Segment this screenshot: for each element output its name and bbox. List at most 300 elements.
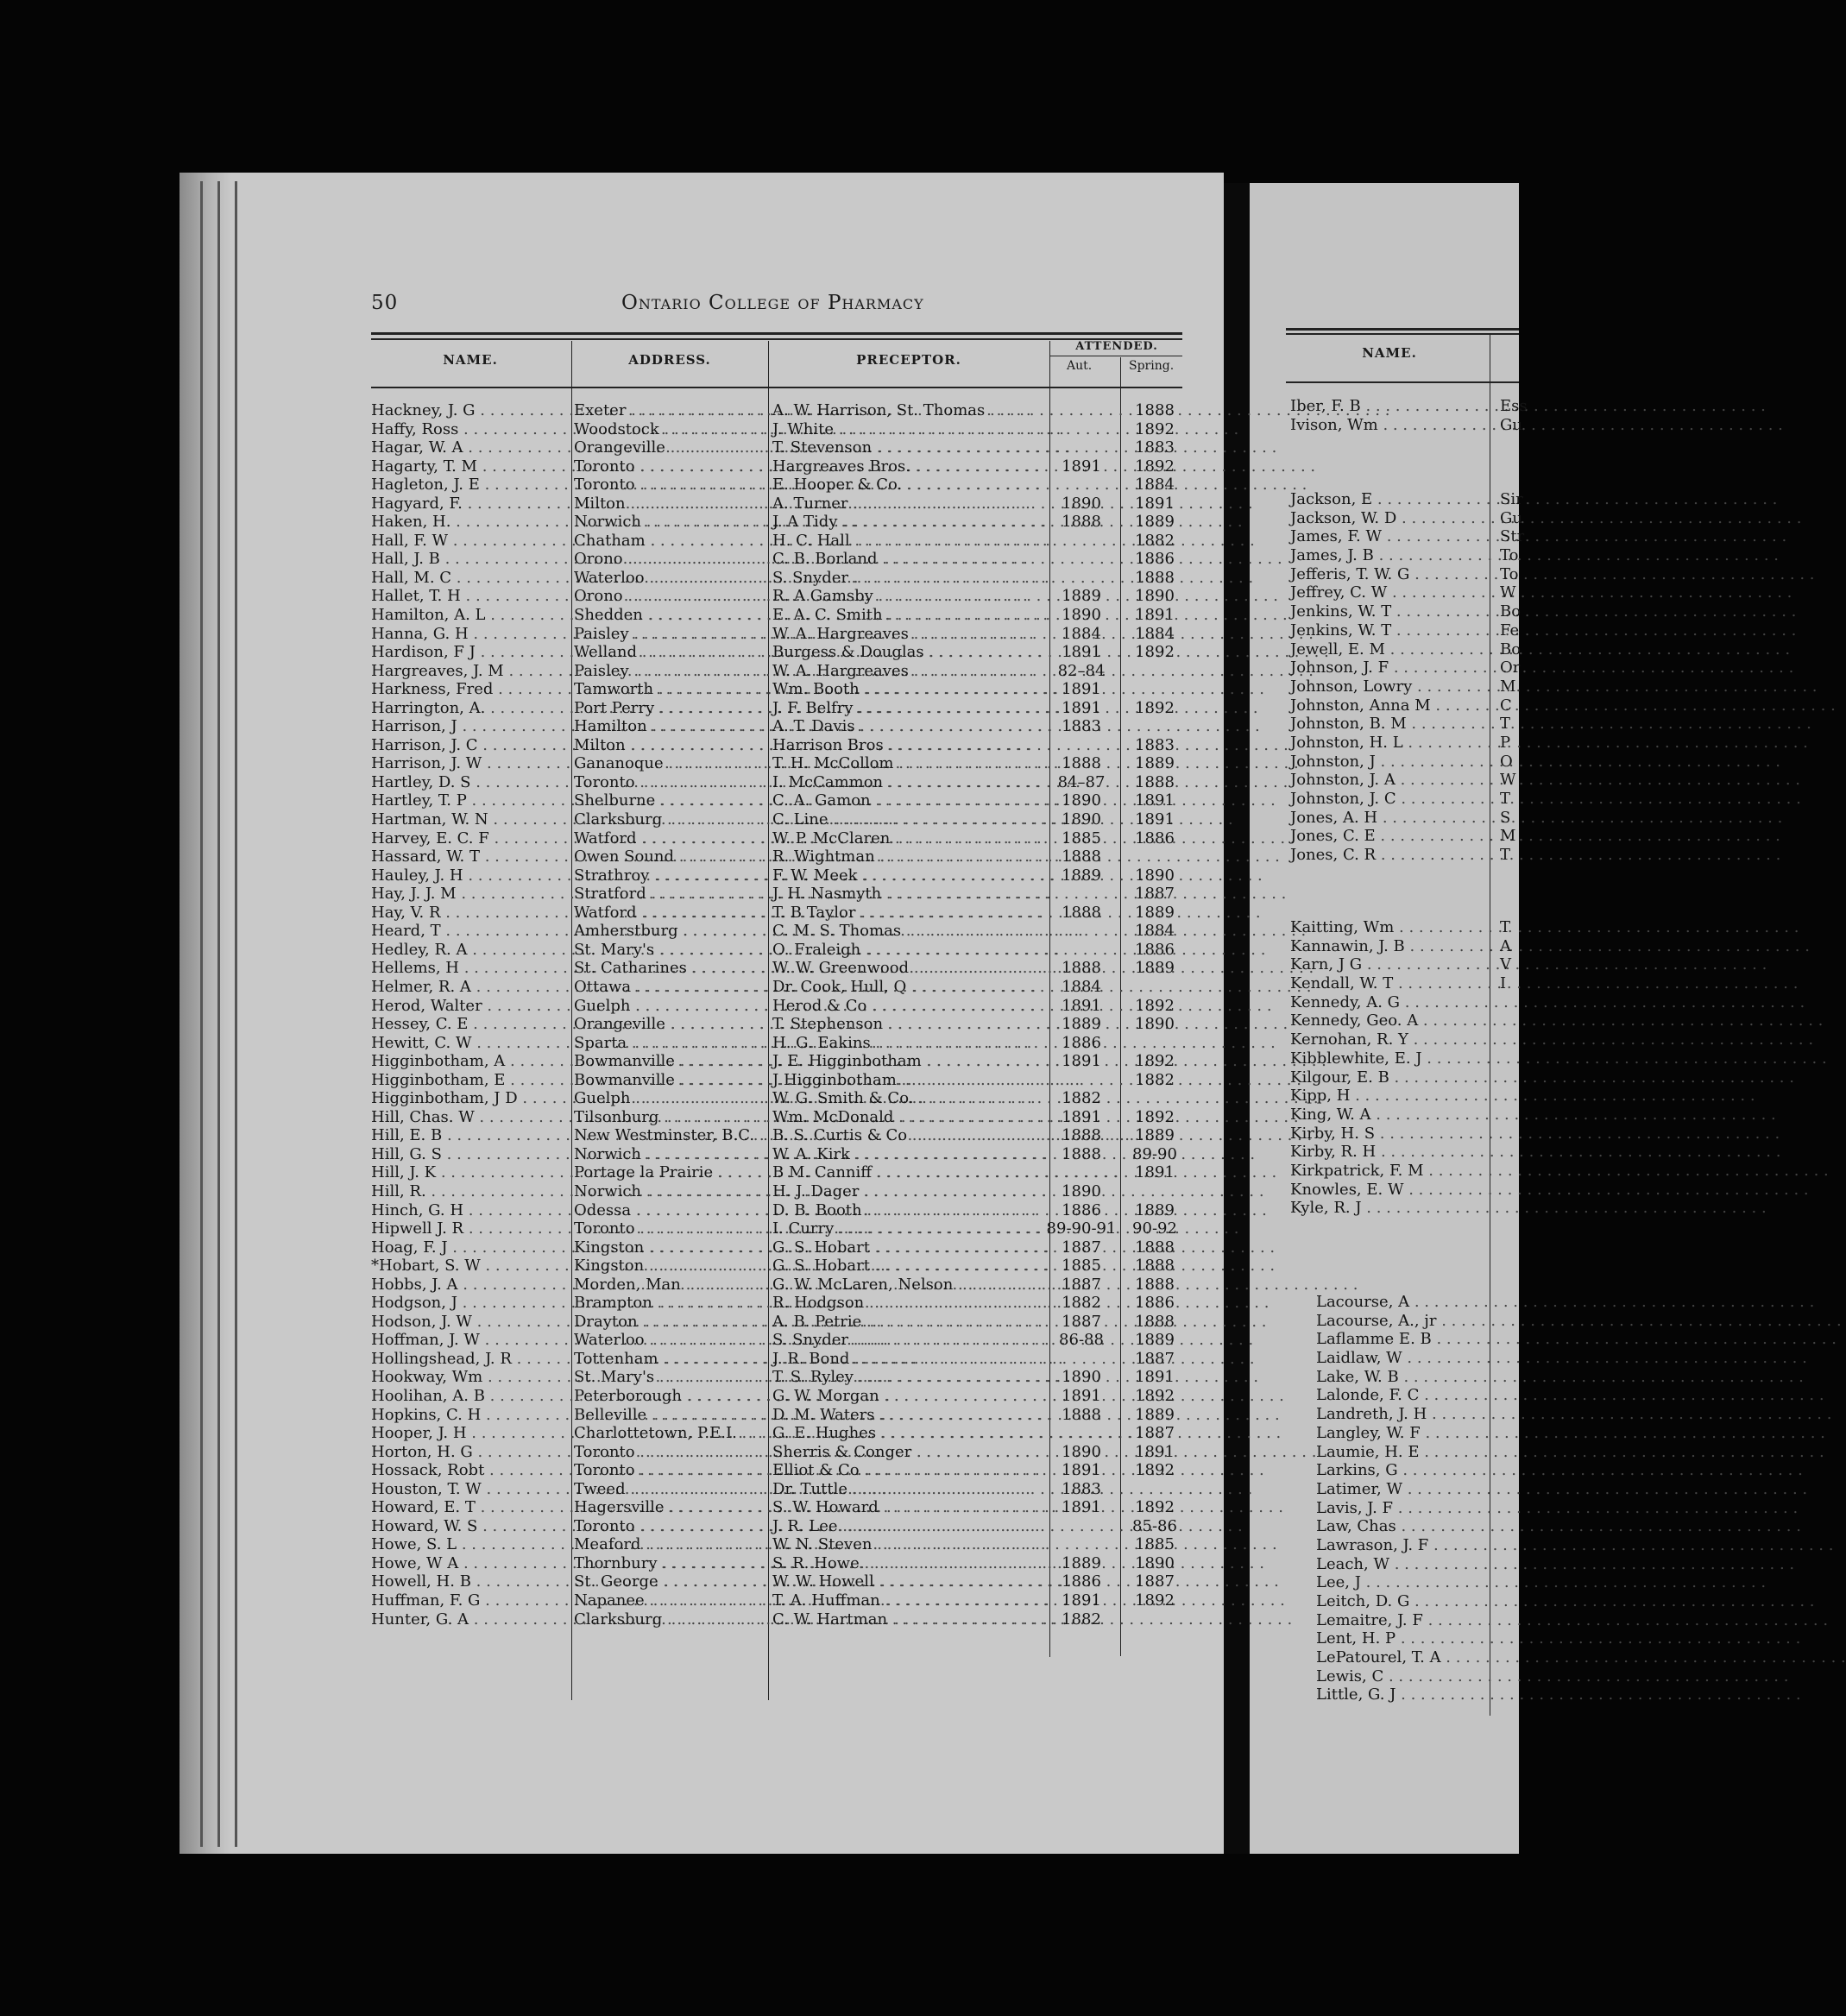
student-name: Houston, T. W . . . [371,1480,570,1498]
list-item [1316,1386,1549,1405]
list-item [1316,1592,1549,1611]
attended-autumn: 1890 [1062,791,1101,810]
student-address-partial: Gu [1500,508,1522,527]
student-name: Harrington, A. . . . [371,699,570,717]
student-name: Hamilton, A. L . . . [371,606,570,624]
student-preceptor: T. Stephenson . . . [772,1015,1036,1033]
table-row [371,1368,1195,1387]
attended-autumn: 1891 [1062,1591,1101,1610]
attended-spring: 1888 [1135,772,1175,791]
attended-autumn: 1884 [1062,977,1101,996]
table-row [371,680,1195,699]
student-preceptor: C. Line . . . [772,810,1036,828]
attended-spring: 1890 [1135,1553,1175,1572]
list-item [1290,809,1523,828]
student-preceptor: D. B. Booth . . . [772,1201,1036,1219]
attended-autumn: 1888 [1062,1126,1101,1145]
student-address: New Westminster, B.C. . . . [574,1126,768,1144]
table-row [371,866,1195,885]
student-address: Watford . . . [574,829,768,847]
student-address: Tamworth . . . [574,680,768,698]
table-row [371,495,1195,513]
student-name: Laflamme E. B . . . [1316,1330,1523,1348]
student-name: Hartley, D. S . . . [371,773,570,791]
student-name: Jenkins, W. T . . . [1290,621,1497,639]
student-address: Tweed . . . [574,1480,768,1498]
list-item [1290,1143,1523,1162]
attended-spring: 1887 [1135,1349,1175,1368]
attended-spring: 1891 [1135,1368,1175,1387]
attended-spring: 1889 [1135,1405,1175,1424]
student-name: Lake, W. B . . . [1316,1368,1523,1386]
attended-spring: 1889 [1135,959,1175,978]
table-row [371,1331,1195,1350]
table-row [371,438,1195,457]
student-address: Exeter . . . [574,401,768,419]
header-rule [371,332,1182,335]
attended-spring: 1889 [1135,1200,1175,1219]
attended-spring: 1892 [1135,698,1175,717]
table-row [371,1052,1195,1071]
student-preceptor: H. J. Dager . . . [772,1182,1036,1200]
student-preceptor: T. A. Huffman . . . [772,1591,1036,1610]
table-row [371,1145,1195,1164]
attended-spring: 1892 [1135,1107,1175,1126]
table-row [371,1535,1195,1554]
student-name: Hessey, C. E . . . [371,1015,570,1033]
student-name: Hedley, R. A . . . [371,941,570,959]
student-address: Orangeville . . . [574,438,768,457]
attended-spring: 1891 [1135,494,1175,513]
attended-autumn: 86-88 [1059,1331,1104,1350]
student-name: Higginbotham, E . . . [371,1071,570,1089]
student-preceptor: H. C. Hall . . . [772,532,1036,550]
attended-autumn: 1886 [1062,1033,1101,1052]
student-name: Johnston, J. C . . . [1290,790,1497,808]
table-row [371,1350,1195,1369]
student-address: Morden, Man . . . [574,1276,768,1294]
student-name: Johnson, Lowry . . . [1290,677,1497,696]
attended-autumn: 1889 [1062,866,1101,885]
attended-spring: 1882 [1135,1070,1175,1089]
student-address-partial: S [1500,808,1511,827]
right-header-rule [1286,333,1519,335]
student-preceptor: T. S. Ryley . . . [772,1368,1036,1386]
list-item [1290,1087,1523,1106]
student-name: Hay, J. J. M . . . [371,885,570,903]
attended-autumn: 1888 [1062,754,1101,773]
attended-autumn: 1891 [1062,1107,1101,1126]
table-row [371,1163,1195,1182]
column-header-rule [371,387,1182,388]
student-address: Tilsonburg . . . [574,1108,768,1126]
list-item [1316,1555,1549,1574]
student-address: Strathroy . . . [574,866,768,885]
student-name: Kannawin, J. B . . . [1290,937,1497,955]
student-name: Jones, C. E . . . [1290,827,1497,845]
list-item [1290,1106,1523,1125]
student-name: Laumie, H. E . . . [1316,1443,1523,1461]
list-item [1290,527,1523,546]
student-address: Clarksburg . . . [574,1610,768,1629]
student-preceptor: W. W. Howell . . . [772,1572,1036,1591]
student-address: St. Mary's . . . [574,941,768,959]
table-row [371,885,1195,904]
list-item [1290,621,1523,640]
table-row [371,1294,1195,1313]
student-preceptor: W. A. Hargreaves . . . [772,625,1036,643]
student-preceptor: Dr. Tuttle . . . [772,1480,1036,1498]
student-name: Knowles, E. W . . . [1290,1181,1497,1199]
attended-spring: 1889 [1135,1126,1175,1145]
student-preceptor: Burgess & Douglas . . . [772,643,1036,661]
student-preceptor: Elliot & Co . . . [772,1461,1036,1479]
student-address: Clarksburg . . . [574,810,768,828]
student-address: Milton . . . [574,495,768,513]
student-name: Hooper, J. H . . . [371,1424,570,1442]
table-row [371,941,1195,960]
attended-autumn: 1891 [1062,643,1101,662]
list-item [1290,827,1523,846]
student-address: Toronto . . . [574,1461,768,1479]
student-address: Welland . . . [574,643,768,661]
list-item [1290,1068,1523,1087]
student-name: Johnson, J. F . . . [1290,658,1497,677]
student-address-partial: To [1500,546,1519,565]
attended-autumn: 84–87 [1057,772,1106,791]
student-name: Jackson, E . . . [1290,490,1497,508]
student-preceptor: J. E. Higginbotham . . . [772,1052,1036,1070]
student-name: Johnston, Anna M . . . [1290,696,1497,715]
student-address: Hagersville . . . [574,1498,768,1516]
table-row [371,810,1195,829]
student-address: Watford . . . [574,904,768,922]
list-item [1290,790,1523,809]
student-name: Lee, J . . . [1316,1573,1523,1591]
student-name: Hodson, J. W . . . [371,1313,570,1331]
student-address: Orono . . . [574,550,768,568]
student-name: Law, Chas . . . [1316,1517,1523,1535]
student-preceptor: R. Wightman . . . [772,847,1036,866]
attended-spring: 1892 [1135,1591,1175,1610]
student-address: Chatham . . . [574,532,768,550]
list-item [1290,1049,1523,1068]
attended-autumn: 1887 [1062,1238,1101,1257]
attended-autumn: 1891 [1062,698,1101,717]
attended-autumn: 1891 [1062,1498,1101,1517]
list-item [1290,974,1523,993]
student-address-partial: Str [1500,527,1525,546]
table-row [371,1498,1195,1517]
attended-spring: 1889 [1135,903,1175,922]
table-row [371,904,1195,923]
student-name: Hoag, F. J . . . [371,1238,570,1257]
attended-autumn: 1883 [1062,1479,1101,1498]
list-item [1316,1480,1549,1499]
table-row [371,550,1195,569]
student-preceptor: I. McCammon . . . [772,773,1036,791]
page-title: Ontario College of Pharmacy [621,292,924,314]
attended-spring: 1891 [1135,810,1175,829]
student-address: Woodstock . . . [574,420,768,438]
table-row [371,1461,1195,1480]
page-edge-line [235,181,237,1847]
list-item [1290,1181,1523,1200]
student-name: Latimer, W . . . [1316,1480,1523,1498]
list-item [1316,1405,1549,1424]
attended-spring: 1891 [1135,1163,1175,1182]
student-preceptor: W. P. McClaren . . . [772,829,1036,847]
list-item [1290,490,1523,509]
list-item [1316,1611,1549,1630]
student-name: Hanna, G. H . . . [371,625,570,643]
col-header-preceptor: PRECEPTOR. [856,352,961,368]
student-name: Laidlaw, W . . . [1316,1349,1523,1367]
student-preceptor: S. Snyder . . . [772,1331,1036,1349]
table-row [371,1313,1195,1332]
table-row [371,1424,1195,1443]
student-name: Karn, J G . . . [1290,955,1497,973]
student-preceptor: W. G. Smith & Co. . . . [772,1089,1036,1107]
student-preceptor: W. W. Greenwood . . . [772,959,1036,977]
table-row [371,606,1195,625]
attended-spring: 1892 [1135,1052,1175,1071]
student-preceptor: J. R. Lee . . . [772,1517,1036,1535]
attended-autumn: 1882 [1062,1294,1101,1313]
student-address: Amherstburg . . . [574,922,768,940]
student-address: Thornbury . . . [574,1554,768,1572]
student-address: Napanee . . . [574,1591,768,1610]
attended-spring: 1892 [1135,643,1175,662]
student-name: Hagar, W. A . . . [371,438,570,457]
attended-spring: 1887 [1135,1572,1175,1591]
student-name: Hackney, J. G . . . [371,401,570,419]
attended-autumn: 1891 [1062,1052,1101,1071]
list-item [1290,1030,1523,1049]
student-preceptor: Herod & Co . . . [772,997,1036,1015]
student-name: Kennedy, A. G . . . [1290,993,1497,1011]
attended-spring: 89-90 [1132,1144,1177,1163]
list-item [1290,918,1523,937]
student-name: Harvey, E. C. F . . . [371,829,570,847]
student-name: Haffy, Ross . . . [371,420,570,438]
student-preceptor: G. S. Hobart . . . [772,1257,1036,1275]
student-name: Howe, W A . . . [371,1554,570,1572]
student-preceptor: A. T. Davis . . . [772,717,1036,735]
student-address-partial: Sir [1500,490,1523,508]
attended-spring: 1890 [1135,866,1175,885]
attended-spring: 85-86 [1132,1516,1177,1535]
student-address: Norwich . . . [574,1145,768,1163]
attended-spring: 1888 [1135,401,1175,419]
student-name: Lawrason, J. F . . . [1316,1536,1523,1554]
student-name: Johnston, H. L . . . [1290,734,1497,752]
attended-spring: 1891 [1135,791,1175,810]
attended-autumn: 1884 [1062,624,1101,643]
student-name: Hill, E. B . . . [371,1126,570,1144]
student-address-partial: C [1500,696,1512,715]
table-row [371,569,1195,588]
attended-spring: 1886 [1135,550,1175,569]
student-name: Hill, G. S . . . [371,1145,570,1163]
attended-autumn: 1891 [1062,1386,1101,1405]
list-item [1290,1011,1523,1030]
student-address-partial: Bo [1500,639,1522,658]
student-name: Hoffman, J. W . . . [371,1331,570,1349]
student-name: Harrison, J . . . [371,717,570,735]
attended-autumn: 1890 [1062,494,1101,513]
student-name: Kyle, R. J . . . [1290,1199,1497,1217]
table-row [371,959,1195,978]
table-row [371,1610,1195,1629]
attended-autumn: 1888 [1062,1405,1101,1424]
attended-spring: 1892 [1135,457,1175,476]
student-address-partial: To [1500,564,1519,583]
attended-autumn: 1885 [1062,828,1101,847]
student-address-partial: Or [1500,658,1521,677]
student-address-partial: M [1500,827,1516,846]
student-name: Lavis, J. F . . . [1316,1499,1523,1517]
col-header-attended: ATTENDED. [1075,340,1158,353]
student-preceptor: J Higginbotham . . . [772,1071,1036,1089]
student-name: Hauley, J. H . . . [371,866,570,885]
student-preceptor: B. S. Curtis & Co . . . [772,1126,1036,1144]
attended-autumn: 1891 [1062,1461,1101,1480]
attended-autumn: 1883 [1062,717,1101,736]
student-name: Hinch, G. H . . . [371,1201,570,1219]
attended-spring: 1882 [1135,531,1175,550]
student-name: Howard, E. T . . . [371,1498,570,1516]
student-name: Jackson, W. D . . . [1290,509,1497,527]
student-name: Hay, V. R . . . [371,904,570,922]
attended-spring: 1891 [1135,606,1175,625]
list-item [1316,1573,1549,1592]
student-address: Meaford . . . [574,1535,768,1553]
student-preceptor: G. E. Hughes . . . [772,1424,1036,1442]
student-preceptor: H. G. Eakins . . . [772,1034,1036,1052]
attended-autumn: 1888 [1062,1144,1101,1163]
table-row [371,978,1195,997]
attended-autumn: 1887 [1062,1312,1101,1331]
student-preceptor: W. A. Hargreaves . . . [772,662,1036,680]
table-row [371,1126,1195,1145]
page-edge-line [217,181,220,1847]
student-preceptor: W. N. Steven . . . [772,1535,1036,1553]
right-group-j [1290,490,1523,865]
student-address: Orangeville . . . [574,1015,768,1033]
list-item [1316,1536,1549,1555]
student-preceptor: W. A. Kirk . . . [772,1145,1036,1163]
attended-spring: 1886 [1135,940,1175,959]
attended-spring: 1890 [1135,587,1175,606]
attended-spring: 1891 [1135,1442,1175,1461]
student-name: James, J. B . . . [1290,546,1497,564]
student-address: St. Catharines . . . [574,959,768,977]
student-address: Waterloo . . . [574,1331,768,1349]
attended-spring: 1887 [1135,885,1175,904]
attended-spring: 1885 [1135,1535,1175,1554]
list-item [1316,1685,1549,1704]
student-preceptor: A. Turner . . . [772,495,1036,513]
student-address: Portage la Prairie . . . [574,1163,768,1181]
attended-spring: 1887 [1135,1424,1175,1443]
list-item [1316,1368,1549,1387]
student-preceptor: Hargreaves Bros. . . . [772,457,1036,476]
student-name: Lewis, C . . . [1316,1667,1523,1685]
list-item [1290,640,1523,659]
attended-spring: 1892 [1135,1498,1175,1517]
student-preceptor: J. H. Nasmyth . . . [772,885,1036,903]
student-name: Iber, F. B . . . [1290,397,1497,415]
student-address: Toronto . . . [574,773,768,791]
attended-autumn: 1887 [1062,1275,1101,1294]
table-row [371,1443,1195,1462]
student-name: Kaitting, Wm . . . [1290,918,1497,936]
table-row [371,643,1195,662]
table-row [371,699,1195,718]
student-name: Hallet, T. H . . . [371,587,570,605]
student-preceptor: E. Hooper & Co. . . . [772,476,1036,494]
student-preceptor: C. W. Hartman . . . [772,1610,1036,1629]
student-address: Toronto . . . [574,1443,768,1461]
list-item [1290,696,1523,715]
student-name: LePatourel, T. A . . . [1316,1648,1523,1666]
student-name: Kendall, W. T . . . [1290,974,1497,992]
student-name: Hardison, F J . . . [371,643,570,661]
col-header-name: NAME. [443,352,498,368]
student-preceptor: F. W. Meek . . . [772,866,1036,885]
list-item [1316,1312,1549,1331]
student-name: Hartman, W. N . . . [371,810,570,828]
attended-spring: 90-92 [1132,1219,1177,1238]
student-preceptor: J. A Tidy . . . [772,513,1036,531]
student-address: Toronto . . . [574,476,768,494]
student-name: *Hobart, S. W . . . [371,1257,570,1275]
student-name: Hoolihan, A. B . . . [371,1387,570,1405]
list-item [1290,771,1523,790]
student-name: Johnston, J. A . . . [1290,771,1497,789]
page-number: 50 [371,292,399,314]
table-row [371,717,1195,736]
attended-autumn: 1890 [1062,810,1101,829]
student-name: Hobbs, J. A . . . [371,1276,570,1294]
student-name: Higginbotham, J D . . . [371,1089,570,1107]
student-preceptor: G. S. Hobart . . . [772,1238,1036,1257]
student-name: Hipwell J. R . . . [371,1219,570,1238]
student-address: Gananoque . . . [574,754,768,772]
student-preceptor: J. R. Bond . . . [772,1350,1036,1368]
attended-spring: 1889 [1135,754,1175,773]
student-address-partial: V [1500,955,1511,974]
student-name: Hagleton, J. E . . . [371,476,570,494]
list-item [1290,734,1523,753]
student-name: Hargreaves, J. M . . . [371,662,570,680]
table-row [371,922,1195,941]
attended-spring: 1890 [1135,1015,1175,1034]
student-name: Kipp, H . . . [1290,1087,1497,1105]
student-name: Jones, A. H . . . [1290,809,1497,827]
student-preceptor: S. W. Howard . . . [772,1498,1036,1516]
col-header-aut: Aut. [1067,359,1093,373]
list-item [1316,1648,1549,1667]
student-preceptor: R. A Gamsby . . . [772,587,1036,605]
student-address: Toronto . . . [574,1219,768,1238]
student-name: Hagarty, T. M . . . [371,457,570,476]
table-row [371,513,1195,532]
student-address-partial: T [1500,715,1511,734]
student-name: King, W. A . . . [1290,1106,1497,1124]
student-name: Johnston, J . . . [1290,753,1497,771]
